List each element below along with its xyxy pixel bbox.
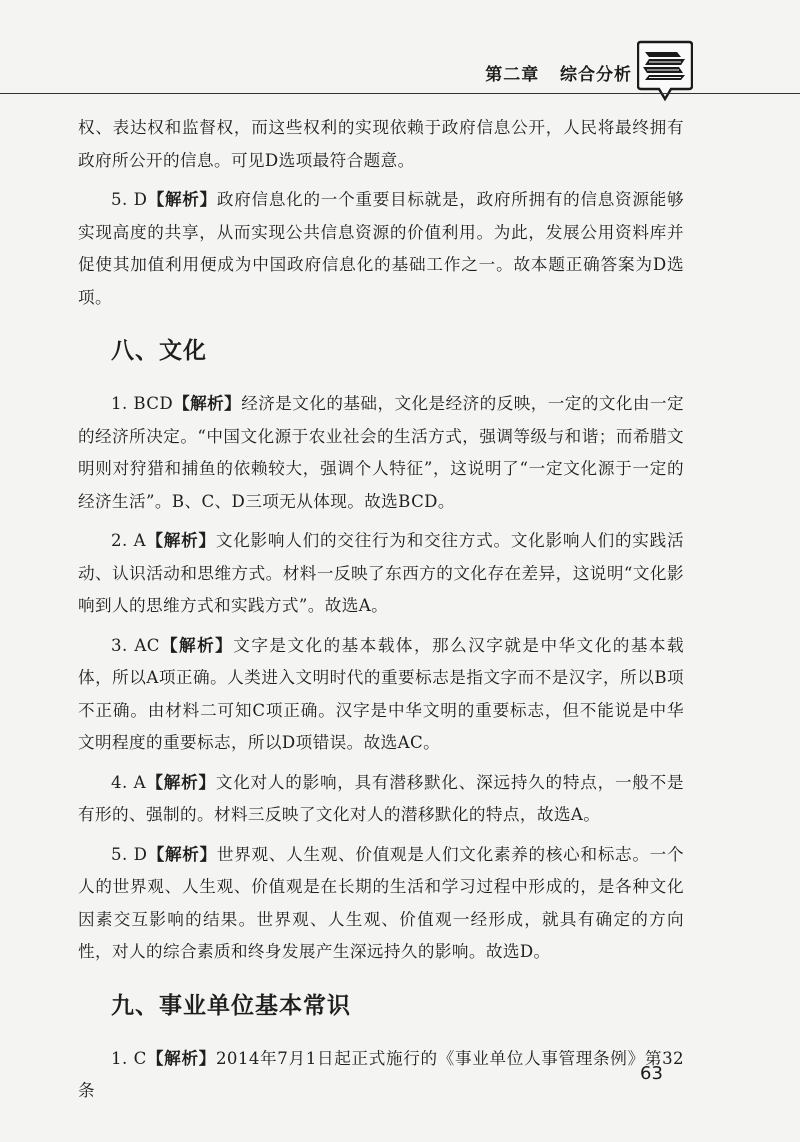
- answer-text: 政府信息化的一个重要目标就是，政府所拥有的信息资源能够实现高度的共享，从而实现公共信息资源的价值利用。为此，发展公用资料库并促使其加值利用便成为中国政府信息化的基础工作之一。故本题正确答案为D选项。: [78, 190, 684, 307]
- answer-text: 经济是文化的基础，文化是经济的反映，一定的文化由一定的经济所决定。“中国文化源于农业社会的生活方式，强调等级与和谐；而希腊文明则对狩猎和捕鱼的依赖较大，强调个人特征”，这说明了“一定文化源于一定的经济生活”。B、C、D三项无从体现。故选BCD。: [78, 394, 684, 511]
- answer-paragraph: [78, 630, 684, 760]
- chapter-title: 第二章 综合分析: [485, 65, 632, 85]
- answer-paragraph: [78, 525, 684, 623]
- answer-number: 2. A: [111, 531, 147, 550]
- analysis-tag: 【解析】: [159, 635, 234, 655]
- answer-text: 文字是文化的基本载体，那么汉字就是中华文化的基本载体，所以A项正确。人类进入文明时代的重要标志是指文字而不是汉字，所以B项不正确。由材料二可知C项正确。汉字是中华文明的重要标志，但不能说是中华文明程度的重要标志，所以D项错误。故选AC。: [78, 635, 684, 752]
- answer-text: 2014年7月1日起正式施行的《事业单位人事管理条例》第32条: [78, 1048, 684, 1100]
- analysis-tag: 【解析】: [146, 531, 216, 550]
- analysis-tag: 【解析】: [146, 1048, 216, 1068]
- analysis-tag: 【解析】: [146, 772, 216, 792]
- answer-paragraph: [78, 1043, 684, 1108]
- answer-number: 3. AC: [111, 635, 160, 655]
- answer-number: 5. D: [111, 190, 148, 209]
- answer-text: 文化影响人们的交往行为和交往方式。文化影响人们的实践活动、认识活动和思维方式。材料一反映了东西方的文化存在差异，这说明“文化影响到人的思维方式和实践方式”。故选A。: [78, 531, 684, 615]
- answer-paragraph: [78, 388, 684, 518]
- section-heading: 九、事业单位基本常识: [111, 992, 351, 1019]
- analysis-tag: 【解析】: [147, 844, 217, 864]
- page-body: [78, 112, 684, 1115]
- answer-number: 4. A: [111, 772, 147, 792]
- answer-paragraph: [78, 839, 684, 969]
- page-number: 63: [640, 1063, 663, 1084]
- answer-number: 1. C: [111, 1048, 147, 1068]
- continuation-paragraph: 权、表达权和监督权，而这些权利的实现依赖于政府信息公开，人民将最终拥有政府所公开的信息。可见D选项最符合题意。: [78, 118, 684, 170]
- answer-paragraph: [78, 184, 684, 314]
- section-heading: 八、文化: [111, 338, 207, 364]
- answer-number: 5. D: [111, 844, 148, 864]
- answer-text: 世界观、人生观、价值观是人们文化素养的核心和标志。一个人的世界观、人生观、价值观是在长期的生活和学习过程中形成的，是各种文化因素交互影响的结果。世界观、人生观、价值观一经形成，就具有确定的方向性，对人的综合素质和终身发展产生深远持久的影响。故选D。: [78, 844, 684, 961]
- answer-number: 1. BCD: [111, 394, 174, 413]
- header-rule: [0, 93, 800, 94]
- answer-text: 文化对人的影响，具有潜移默化、深远持久的特点，一般不是有形的、强制的。材料三反映了文化对人的潜移默化的特点，故选A。: [78, 772, 684, 824]
- answer-paragraph: [78, 767, 684, 832]
- analysis-tag: 【解析】: [147, 190, 217, 209]
- running-header: [0, 0, 800, 100]
- analysis-tag: 【解析】: [173, 394, 242, 413]
